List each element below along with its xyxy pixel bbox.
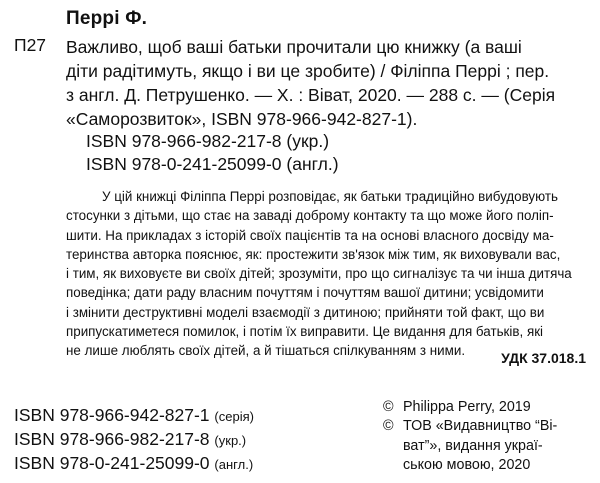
annotation-line: шити. На прикладах з історій своїх пацієнтів та на основі власного досвіду ма- [66,227,554,243]
annotation-line: припускатиметеся помилок, і потім їх виправити. Це видання для батьків, які [66,324,544,340]
isbn-list-top [86,130,339,176]
copyright-icon: © [383,399,394,415]
isbn-line: ISBN 978-966-982-217-8 (укр.) [86,131,330,151]
copyright-holder-continued: ською мовою, 2020 [403,456,531,473]
isbn-number: ISBN 978-966-982-217-8 [14,429,210,449]
copyright-holder-continued: ват”», видання украї- [403,437,543,454]
isbn-tag: (серія) [214,409,254,424]
isbn-number: ISBN 978-966-942-827-1 [14,405,210,425]
bib-line: Важливо, щоб ваші батьки прочитали цю книжку (а ваші [66,37,522,57]
isbn-tag: (англ.) [214,457,254,472]
annotation-line: і змінити деструктивні моделі взаємодії з дитиною; прийняти той факт, що ви [66,304,545,320]
isbn-line: ISBN 978-0-241-25099-0 (англ.) [86,154,339,174]
annotation-line: не лише люблять своїх дітей, а й тішаться спілкуванням з ними. [66,343,466,359]
annotation-line: теринства авторка пояснює, як: простежити зв'язок між тим, як виховували вас, [66,246,561,262]
bib-line: з англ. Д. Петрушенко. — Х. : Віват, 2020. — 288 с. — (Серія [66,85,556,105]
annotation-line: У цій книжці Філіппа Перрі розповідає, як батьки традиційно вибудовують [102,189,558,204]
copyright-icon: © [383,418,394,435]
isbn-number: ISBN 978-0-241-25099-0 [14,453,210,473]
bib-line: «Саморозвиток», ISBN 978-966-942-827-1). [66,109,418,129]
isbn-list-bottom [14,404,254,476]
call-number: П27 [14,35,47,55]
isbn-row [14,404,254,428]
annotation-line: поведінка; дати раду власним почуттям і почуттям вашої дитини; усвідомити [66,285,544,301]
isbn-tag: (укр.) [214,433,247,448]
annotation-line: стосунки з дітьми, що стає на заваді доброму контакту та що може його поліп- [66,208,554,224]
copyright-holder: ТОВ «Видавництво “Ві- [403,418,558,435]
bibliographic-description [66,35,598,131]
annotation [66,187,586,361]
bib-line: діти радітимуть, якщо і ви це зробите) / Філіппа Перрі ; пер. [66,61,550,81]
annotation-line: і тим, як виховуєте ви своїх дітей; зрозуміти, про що сигналізує та чи інша дитяча [66,266,572,282]
udk-code: УДК 37.018.1 [501,350,586,366]
copyright-block [383,398,557,475]
copyright-row [383,417,557,436]
copyright-row [383,398,557,417]
isbn-row [14,452,254,476]
copyright-holder: Philippa Perry, 2019 [403,399,531,415]
isbn-row [14,428,254,452]
author-name: Перрі Ф. [66,8,148,29]
